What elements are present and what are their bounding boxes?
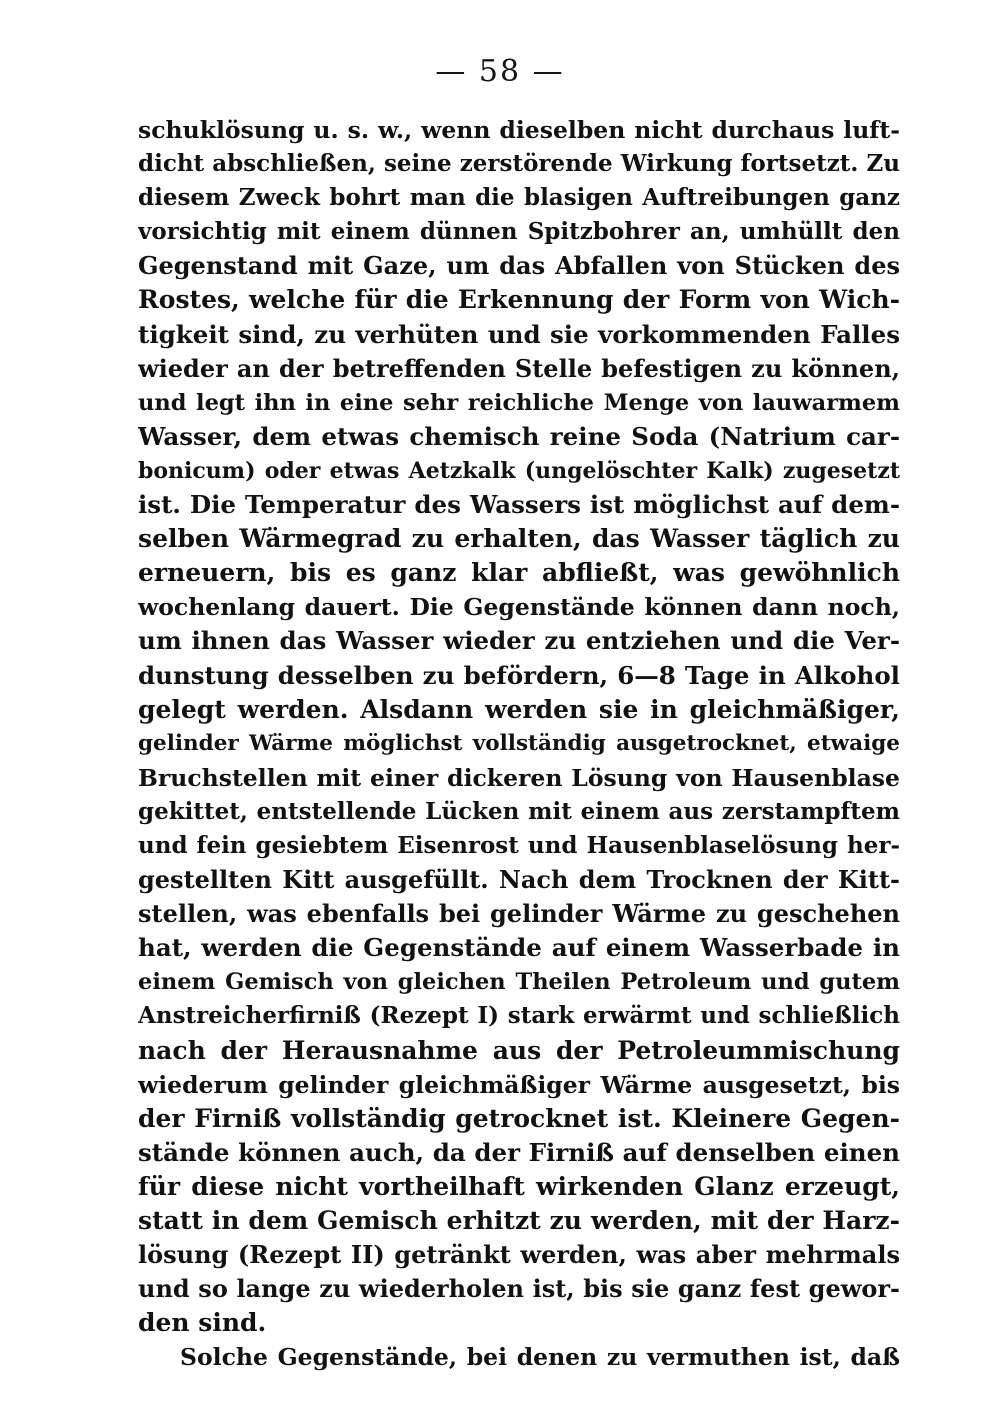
text-line: und so lange zu wiederholen ist, bis sie ganz fest gewor- xyxy=(138,1274,900,1304)
body-text xyxy=(138,113,900,1374)
text-line: gelegt werden. Alsdann werden sie in gleichmäßiger, xyxy=(138,694,900,724)
text-line: einem Gemisch von gleichen Theilen Petroleum und gutem xyxy=(138,969,900,996)
text-line: bonicum) oder etwas Aetzkalk (ungelöschter Kalk) zugesetzt xyxy=(138,457,900,484)
text-line: der Firniß vollständig getrocknet ist. Kleinere Gegen- xyxy=(138,1103,900,1133)
text-line: gestellten Kitt ausgefüllt. Nach dem Trocknen der Kitt- xyxy=(138,865,900,895)
text-line: Anstreicherfirniß (Rezept I) stark erwärmt und schließlich xyxy=(138,1002,900,1030)
page-number: — 58 — xyxy=(435,54,565,89)
text-line: wiederum gelinder gleichmäßiger Wärme ausgesetzt, bis xyxy=(138,1070,900,1099)
text-line: ist. Die Temperatur des Wassers ist möglichst auf dem- xyxy=(138,490,900,520)
text-line: selben Wärmegrad zu erhalten, das Wasser täglich zu xyxy=(138,524,900,554)
text-line: Rostes, welche für die Erkennung der Form von Wich- xyxy=(138,285,900,315)
text-line: lösung (Rezept II) getränkt werden, was aber mehrmals xyxy=(138,1240,900,1270)
paragraph-end-line: den sind. xyxy=(138,1308,267,1338)
text-line: nach der Herausnahme aus der Petroleummischung xyxy=(138,1035,900,1065)
text-line: Gegenstand mit Gaze, um das Abfallen von Stücken des xyxy=(138,251,900,281)
text-line: wieder an der betreffenden Stelle befestigen zu können, xyxy=(138,353,900,383)
text-line: gelinder Wärme möglichst vollständig ausgetrocknet, etwaige xyxy=(138,730,900,756)
text-line: statt in dem Gemisch erhitzt zu werden, mit der Harz- xyxy=(138,1206,900,1235)
text-line: für diese nicht vortheilhaft wirkenden Glanz erzeugt, xyxy=(138,1171,900,1201)
text-line: und legt ihn in eine sehr reichliche Menge von lauwarmem xyxy=(138,389,900,416)
text-line: tigkeit sind, zu verhüten und sie vorkommenden Falles xyxy=(138,319,900,349)
text-line: Bruchstellen mit einer dickeren Lösung von Hausenblase xyxy=(138,763,900,792)
text-line: um ihnen das Wasser wieder zu entziehen und die Ver- xyxy=(138,626,900,656)
text-line: und fein gesiebtem Eisenrost und Hausenblaselösung her- xyxy=(138,831,900,859)
text-line: vorsichtig mit einem dünnen Spitzbohrer an, umhüllt den xyxy=(138,218,900,246)
text-line: stellen, was ebenfalls bei gelinder Wärme zu geschehen xyxy=(138,899,900,929)
text-line: gekittet, entstellende Lücken mit einem aus zerstampftem xyxy=(138,797,900,825)
text-line: stände können auch, da der Firniß auf denselben einen xyxy=(138,1137,900,1167)
text-line: hat, werden die Gegenstände auf einem Wasserbade in xyxy=(138,933,900,963)
text-line: schuklösung u. s. w., wenn dieselben nicht durchaus luft- xyxy=(138,116,900,144)
text-line: erneuern, bis es ganz klar abfließt, was gewöhnlich xyxy=(138,558,900,588)
text-line: dunstung desselben zu befördern, 6—8 Tage in Alkohol xyxy=(138,660,900,690)
text-line: diesem Zweck bohrt man die blasigen Auftreibungen ganz xyxy=(138,184,900,212)
text-line: Wasser, dem etwas chemisch reine Soda (Natrium car- xyxy=(138,421,900,451)
paragraph-start-line: Solche Gegenstände, bei denen zu vermuthen ist, daß xyxy=(180,1343,900,1372)
text-line: wochenlang dauert. Die Gegenstände können dann noch, xyxy=(138,593,900,622)
text-line: dicht abschließen, seine zerstörende Wirkung fortsetzt. Zu xyxy=(138,150,900,178)
